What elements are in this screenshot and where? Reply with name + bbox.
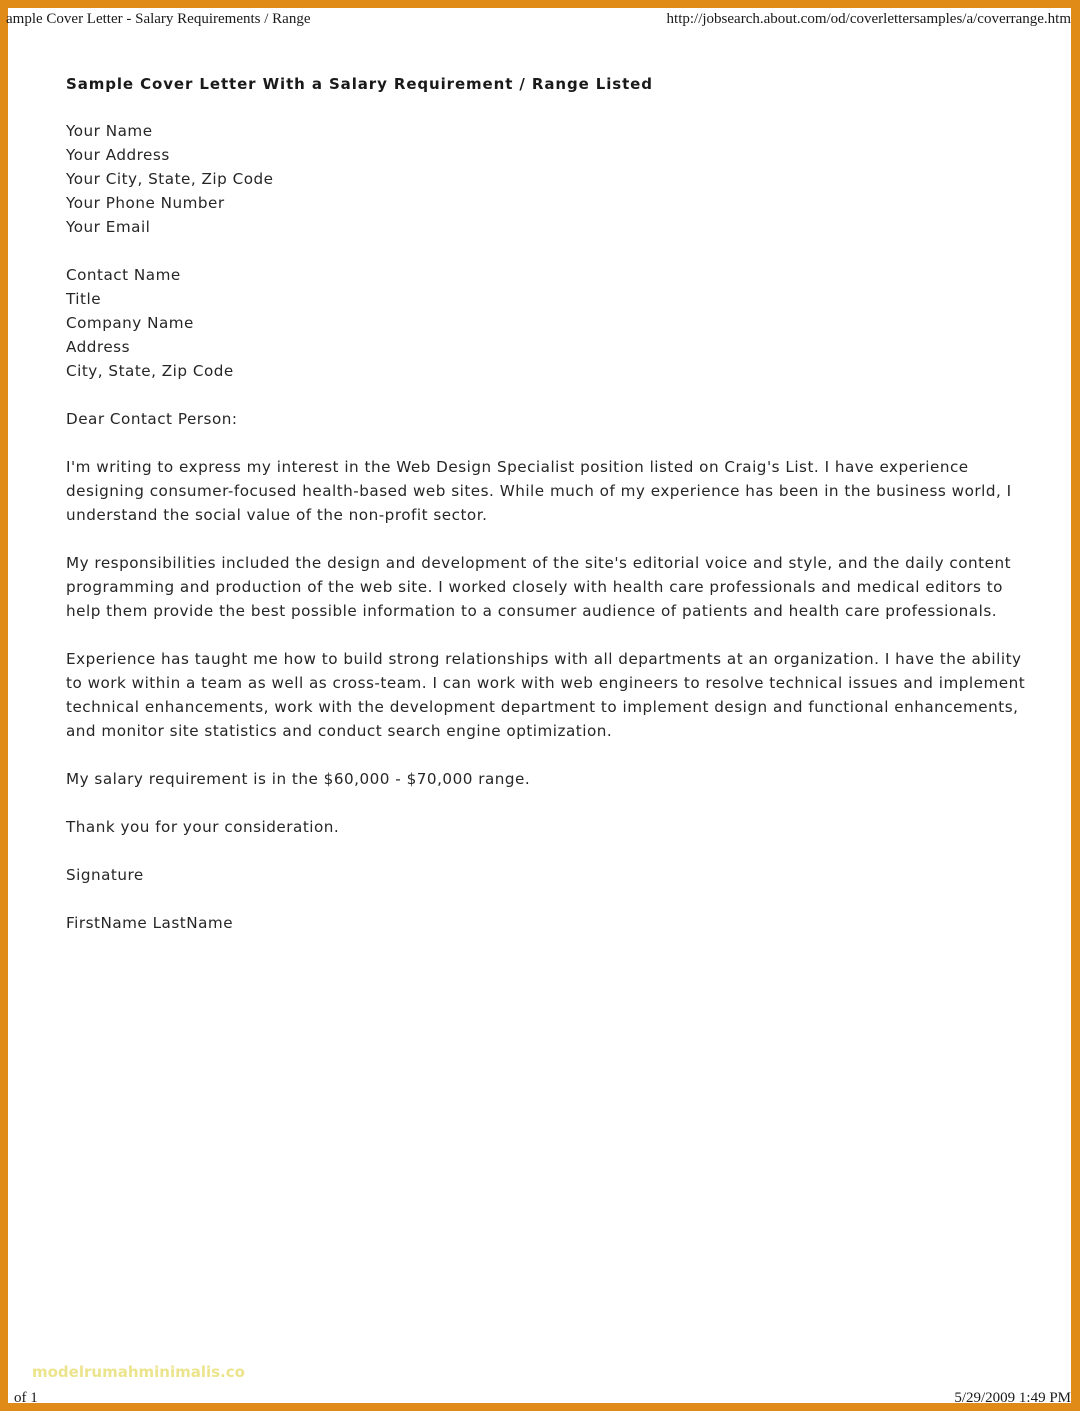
paragraph-line: designing consumer-focused health-based web sites. While much of my experience has been in the business world, I [66, 482, 1012, 500]
body-paragraph-3 [66, 647, 1026, 743]
paragraph-line: to work within a team as well as cross-team. I can work with web engineers to resolve technical issues and implement [66, 674, 1026, 692]
print-header-url: http://jobsearch.about.com/od/coverlettersamples/a/coverrange.htm [666, 11, 1071, 27]
paragraph-line: and monitor site statistics and conduct search engine optimization. [66, 722, 613, 740]
watermark: modelrumahminimalis.co [32, 1363, 245, 1381]
print-footer-page: of 1 [14, 1390, 38, 1406]
print-header-title: ample Cover Letter - Salary Requirements / Range [6, 11, 311, 27]
paragraph-line: My responsibilities included the design and development of the site's editorial voice and style, and the daily content [66, 554, 1012, 572]
paragraph-line: understand the social value of the non-profit sector. [66, 506, 488, 524]
recipient-line: City, State, Zip Code [66, 362, 234, 380]
signer-name [66, 911, 1026, 935]
sender-line: Your Phone Number [66, 194, 225, 212]
paragraph-line: technical enhancements, work with the development department to implement design and functional enhancements, [66, 698, 1019, 716]
paragraph-line: My salary requirement is in the $60,000 - $70,000 range. [66, 770, 531, 788]
sender-address-block [66, 119, 1026, 239]
recipient-line: Title [66, 290, 102, 308]
signer-name-text: FirstName LastName [66, 914, 234, 932]
recipient-line: Company Name [66, 314, 194, 332]
sender-line: Your City, State, Zip Code [66, 170, 274, 188]
sender-line: Your Email [66, 218, 151, 236]
paragraph-line: I'm writing to express my interest in the Web Design Specialist position listed on Craig's List. I have experience [66, 458, 969, 476]
closing-paragraph [66, 815, 1026, 839]
cover-letter [66, 72, 1026, 959]
recipient-line: Contact Name [66, 266, 181, 284]
salutation-text: Dear Contact Person: [66, 410, 238, 428]
body-paragraph-2 [66, 551, 1026, 623]
signature-text: Signature [66, 866, 144, 884]
print-footer-date: 5/29/2009 1:49 PM [954, 1390, 1071, 1406]
salary-paragraph [66, 767, 1026, 791]
sender-line: Your Address [66, 146, 170, 164]
sender-line: Your Name [66, 122, 153, 140]
body-paragraph-1 [66, 455, 1026, 527]
signature [66, 863, 1026, 887]
paragraph-line: Thank you for your consideration. [66, 818, 340, 836]
recipient-line: Address [66, 338, 130, 356]
letter-title: Sample Cover Letter With a Salary Requirement / Range Listed [66, 75, 653, 93]
salutation [66, 407, 1026, 431]
paragraph-line: programming and production of the web site. I worked closely with health care professionals and medical editors to [66, 578, 1003, 596]
paragraph-line: help them provide the best possible information to a consumer audience of patients and health care professionals. [66, 602, 998, 620]
paragraph-line: Experience has taught me how to build strong relationships with all departments at an organization. I have the ability [66, 650, 1022, 668]
recipient-address-block [66, 263, 1026, 383]
